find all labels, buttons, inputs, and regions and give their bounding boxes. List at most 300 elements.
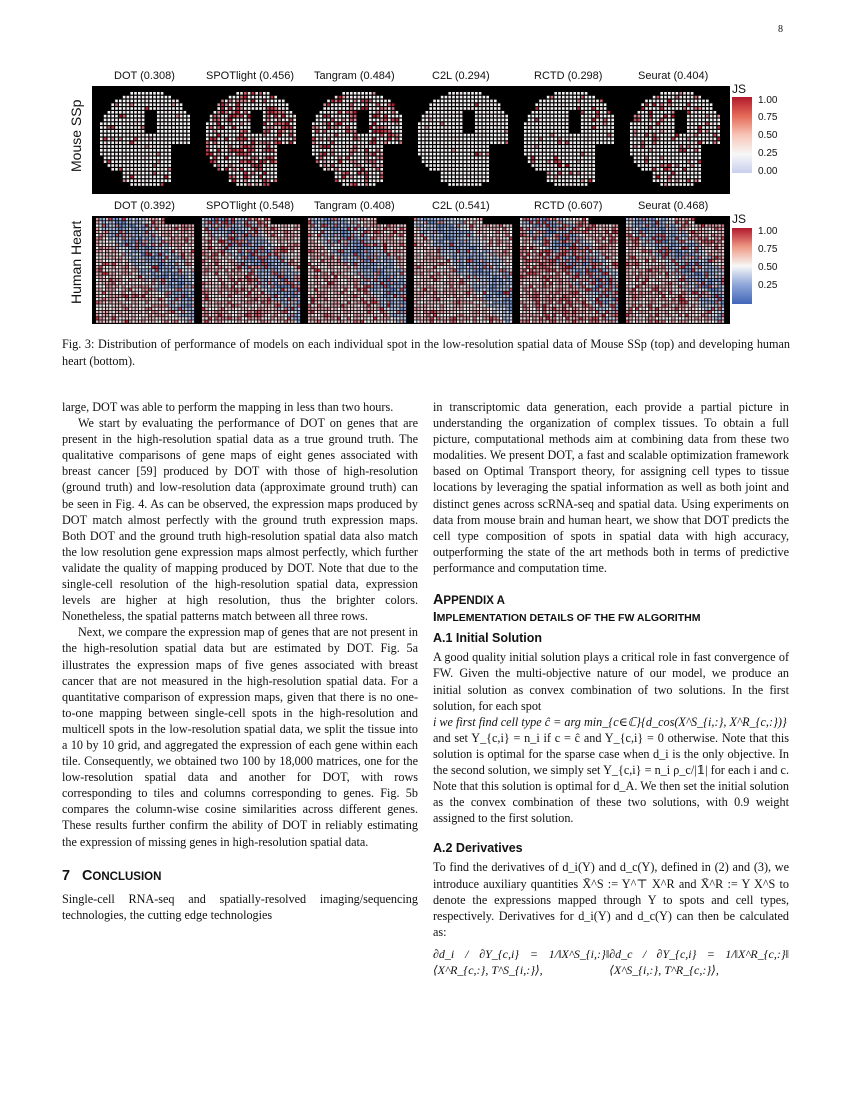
spot <box>483 168 486 171</box>
spot <box>387 253 389 255</box>
spot <box>445 130 448 133</box>
spot <box>271 168 274 171</box>
spot <box>152 237 154 239</box>
spot <box>248 164 251 167</box>
spot <box>311 256 313 258</box>
spot <box>394 250 396 252</box>
spot <box>202 304 204 306</box>
spot <box>589 100 592 103</box>
spot <box>452 115 455 118</box>
panel-title: DOT (0.392) <box>114 200 175 212</box>
spot <box>377 130 380 133</box>
spot <box>127 119 130 122</box>
spot <box>179 295 181 297</box>
spot <box>422 134 425 137</box>
spot <box>339 153 342 156</box>
spot <box>452 111 455 114</box>
spot <box>573 138 576 141</box>
spot <box>228 240 230 242</box>
spot <box>267 130 270 133</box>
spot <box>152 320 154 322</box>
spot <box>397 237 399 239</box>
spot <box>182 311 184 313</box>
spot <box>180 119 183 122</box>
spot <box>335 107 338 110</box>
spot <box>714 141 717 144</box>
spot <box>252 172 255 175</box>
spot <box>139 218 141 220</box>
spot <box>342 111 345 114</box>
spot <box>547 168 550 171</box>
spot <box>134 130 137 133</box>
spot <box>258 244 260 246</box>
spot <box>175 314 177 316</box>
spot <box>452 141 455 144</box>
spot <box>165 320 167 322</box>
spot <box>365 138 368 141</box>
spot <box>238 304 240 306</box>
spot <box>479 92 482 95</box>
spot <box>479 145 482 148</box>
spot <box>182 256 184 258</box>
panel-title: DOT (0.308) <box>114 70 175 82</box>
spot <box>153 145 156 148</box>
spot <box>388 103 391 106</box>
spot <box>479 179 482 182</box>
spot <box>179 311 181 313</box>
spot <box>570 103 573 106</box>
spot <box>116 279 118 281</box>
spot <box>660 172 663 175</box>
spot <box>441 103 444 106</box>
spot <box>344 228 346 230</box>
spot <box>215 279 217 281</box>
spot <box>159 295 161 297</box>
spot <box>490 115 493 118</box>
spot <box>308 218 310 220</box>
spot <box>100 122 103 125</box>
spot <box>456 119 459 122</box>
spot <box>350 119 353 122</box>
spot <box>275 253 277 255</box>
spot <box>165 149 168 152</box>
spot <box>316 130 319 133</box>
spot <box>212 218 214 220</box>
spot <box>483 172 486 175</box>
spot <box>384 234 386 236</box>
spot <box>232 292 234 294</box>
spot <box>373 145 376 148</box>
spot <box>222 244 224 246</box>
spot <box>683 103 686 106</box>
spot <box>660 179 663 182</box>
spot <box>214 130 217 133</box>
spot <box>714 115 717 118</box>
spot <box>210 145 213 148</box>
spot <box>653 141 656 144</box>
spot <box>271 96 274 99</box>
spot <box>209 298 211 300</box>
spot <box>142 256 144 258</box>
spot <box>535 115 538 118</box>
spot <box>252 295 254 297</box>
spot <box>132 224 134 226</box>
spot <box>108 126 111 129</box>
spot <box>475 145 478 148</box>
spot <box>235 304 237 306</box>
spot <box>426 153 429 156</box>
spot <box>248 288 250 290</box>
spatial-panel-heart <box>92 216 730 324</box>
spot <box>281 244 283 246</box>
spot <box>371 247 373 249</box>
spot <box>334 247 336 249</box>
spot <box>649 119 652 122</box>
spot <box>387 224 389 226</box>
spot <box>152 288 154 290</box>
spot <box>660 130 663 133</box>
spot <box>268 301 270 303</box>
spot <box>188 263 190 265</box>
spot <box>162 320 164 322</box>
spot <box>100 138 103 141</box>
spot <box>217 153 220 156</box>
spot <box>551 100 554 103</box>
spot <box>161 160 164 163</box>
spot <box>126 269 128 271</box>
spot <box>122 288 124 290</box>
spot <box>122 276 124 278</box>
spot <box>139 269 141 271</box>
spot <box>259 96 262 99</box>
spot <box>695 119 698 122</box>
spot <box>551 145 554 148</box>
spot <box>119 107 122 110</box>
spot <box>115 153 118 156</box>
spot <box>205 250 207 252</box>
spot <box>331 145 334 148</box>
spot <box>294 250 296 252</box>
spot <box>162 272 164 274</box>
spot <box>585 160 588 163</box>
spot <box>524 153 527 156</box>
spot <box>384 134 387 137</box>
spot <box>180 141 183 144</box>
spot <box>215 224 217 226</box>
spot <box>672 160 675 163</box>
spot <box>134 126 137 129</box>
spot <box>252 240 254 242</box>
spot <box>433 164 436 167</box>
spot <box>219 218 221 220</box>
spot <box>152 308 154 310</box>
spot <box>278 285 280 287</box>
spot <box>668 164 671 167</box>
spot <box>139 228 141 230</box>
spot <box>271 122 274 125</box>
spot <box>361 221 363 223</box>
spot <box>205 304 207 306</box>
spot <box>377 153 380 156</box>
spot <box>285 231 287 233</box>
spot <box>649 103 652 106</box>
spot <box>187 134 190 137</box>
spot <box>361 231 363 233</box>
spot <box>456 179 459 182</box>
spot <box>263 103 266 106</box>
spot <box>179 314 181 316</box>
spot <box>641 103 644 106</box>
spot <box>238 250 240 252</box>
spot <box>244 141 247 144</box>
spot <box>275 240 277 242</box>
spot <box>278 111 281 114</box>
spot <box>365 141 368 144</box>
spot <box>638 130 641 133</box>
spot <box>184 111 187 114</box>
spot <box>374 250 376 252</box>
spot <box>351 247 353 249</box>
spot <box>233 103 236 106</box>
spot <box>460 141 463 144</box>
spot <box>232 308 234 310</box>
spot <box>138 130 141 133</box>
spot <box>638 138 641 141</box>
spot <box>116 260 118 262</box>
spot <box>354 164 357 167</box>
spot <box>165 96 168 99</box>
spot <box>539 130 542 133</box>
spot <box>683 179 686 182</box>
spot <box>342 160 345 163</box>
spot <box>130 126 133 129</box>
spot <box>165 157 168 160</box>
spot <box>134 172 137 175</box>
spot <box>119 317 121 319</box>
spot <box>136 269 138 271</box>
spot <box>106 301 108 303</box>
spot <box>122 250 124 252</box>
spot <box>111 145 114 148</box>
spot <box>192 228 194 230</box>
spot <box>271 107 274 110</box>
spot <box>149 141 152 144</box>
spot <box>238 269 240 271</box>
spot <box>149 301 151 303</box>
spot <box>255 272 257 274</box>
spot <box>159 237 161 239</box>
spot <box>179 288 181 290</box>
spot <box>274 126 277 129</box>
spot <box>566 157 569 160</box>
spot <box>418 138 421 141</box>
spot <box>222 301 224 303</box>
spot <box>215 285 217 287</box>
spot <box>228 276 230 278</box>
spot <box>192 250 194 252</box>
spot <box>471 134 474 137</box>
spot <box>498 103 501 106</box>
spot <box>294 279 296 281</box>
spot <box>611 141 614 144</box>
spot <box>562 138 565 141</box>
spot <box>676 103 679 106</box>
spot <box>228 292 230 294</box>
spot <box>698 96 701 99</box>
spot <box>653 160 656 163</box>
spot <box>285 228 287 230</box>
spot <box>261 244 263 246</box>
spot <box>577 157 580 160</box>
spot <box>255 311 257 313</box>
spot <box>152 301 154 303</box>
spot <box>248 266 250 268</box>
spot <box>288 269 290 271</box>
spot <box>505 122 508 125</box>
spot <box>192 276 194 278</box>
spot <box>142 176 145 179</box>
spot <box>331 111 334 114</box>
spot <box>271 260 273 262</box>
spot <box>288 237 290 239</box>
spot <box>146 263 148 265</box>
spot <box>683 96 686 99</box>
spot <box>225 160 228 163</box>
spot <box>585 157 588 160</box>
spot <box>130 145 133 148</box>
spot <box>452 153 455 156</box>
spot <box>132 314 134 316</box>
spot <box>672 130 675 133</box>
spot <box>116 234 118 236</box>
spot <box>245 256 247 258</box>
spot <box>267 172 270 175</box>
spot <box>138 111 141 114</box>
spot <box>445 138 448 141</box>
spot <box>165 141 168 144</box>
spot <box>369 153 372 156</box>
spot <box>225 130 228 133</box>
spot <box>205 317 207 319</box>
spot <box>471 107 474 110</box>
spot <box>142 282 144 284</box>
spot <box>142 276 144 278</box>
spot <box>265 282 267 284</box>
spot <box>456 183 459 186</box>
spot <box>479 157 482 160</box>
spot <box>149 160 152 163</box>
spot <box>165 126 168 129</box>
spot <box>126 231 128 233</box>
spot <box>397 234 399 236</box>
spot <box>263 126 266 129</box>
spot <box>119 285 121 287</box>
spot <box>175 250 177 252</box>
spot <box>653 172 656 175</box>
spot <box>433 157 436 160</box>
spot <box>394 240 396 242</box>
spot <box>308 240 310 242</box>
spot <box>202 231 204 233</box>
spot <box>471 168 474 171</box>
spot <box>122 298 124 300</box>
spot <box>290 141 293 144</box>
spot <box>119 231 121 233</box>
spot <box>185 266 187 268</box>
spot <box>331 122 334 125</box>
spot <box>334 256 336 258</box>
spot <box>638 164 641 167</box>
spot <box>126 228 128 230</box>
spot <box>445 103 448 106</box>
spot <box>268 240 270 242</box>
spot <box>611 122 614 125</box>
spot <box>323 119 326 122</box>
spot <box>683 153 686 156</box>
spot <box>649 122 652 125</box>
spot <box>106 224 108 226</box>
spot <box>278 288 280 290</box>
spot <box>248 285 250 287</box>
spot <box>554 160 557 163</box>
spot <box>172 141 175 144</box>
spot <box>384 115 387 118</box>
spot <box>153 179 156 182</box>
spot <box>238 292 240 294</box>
spot <box>96 272 98 274</box>
spot <box>641 134 644 137</box>
spot <box>672 115 675 118</box>
spot <box>288 301 290 303</box>
spot <box>505 138 508 141</box>
spot <box>109 244 111 246</box>
spot <box>653 134 656 137</box>
spot <box>116 292 118 294</box>
spot <box>369 130 372 133</box>
spot <box>288 266 290 268</box>
spot <box>165 272 167 274</box>
spot <box>212 282 214 284</box>
spot <box>404 244 406 246</box>
spot <box>369 100 372 103</box>
spot <box>175 276 177 278</box>
spot <box>219 253 221 255</box>
spot <box>271 279 273 281</box>
spot <box>354 100 357 103</box>
spot <box>397 224 399 226</box>
spot <box>99 263 101 265</box>
spot <box>577 179 580 182</box>
spot <box>358 228 360 230</box>
spot <box>222 298 224 300</box>
spot <box>244 92 247 95</box>
spot <box>149 153 152 156</box>
spot <box>126 282 128 284</box>
spot <box>161 138 164 141</box>
spot <box>229 153 232 156</box>
spot <box>282 130 285 133</box>
spot <box>452 96 455 99</box>
spot <box>215 244 217 246</box>
spot <box>155 269 157 271</box>
spot <box>222 250 224 252</box>
spot <box>136 279 138 281</box>
spot <box>475 130 478 133</box>
spot <box>452 92 455 95</box>
spot <box>573 103 576 106</box>
spot <box>562 126 565 129</box>
spot <box>126 260 128 262</box>
